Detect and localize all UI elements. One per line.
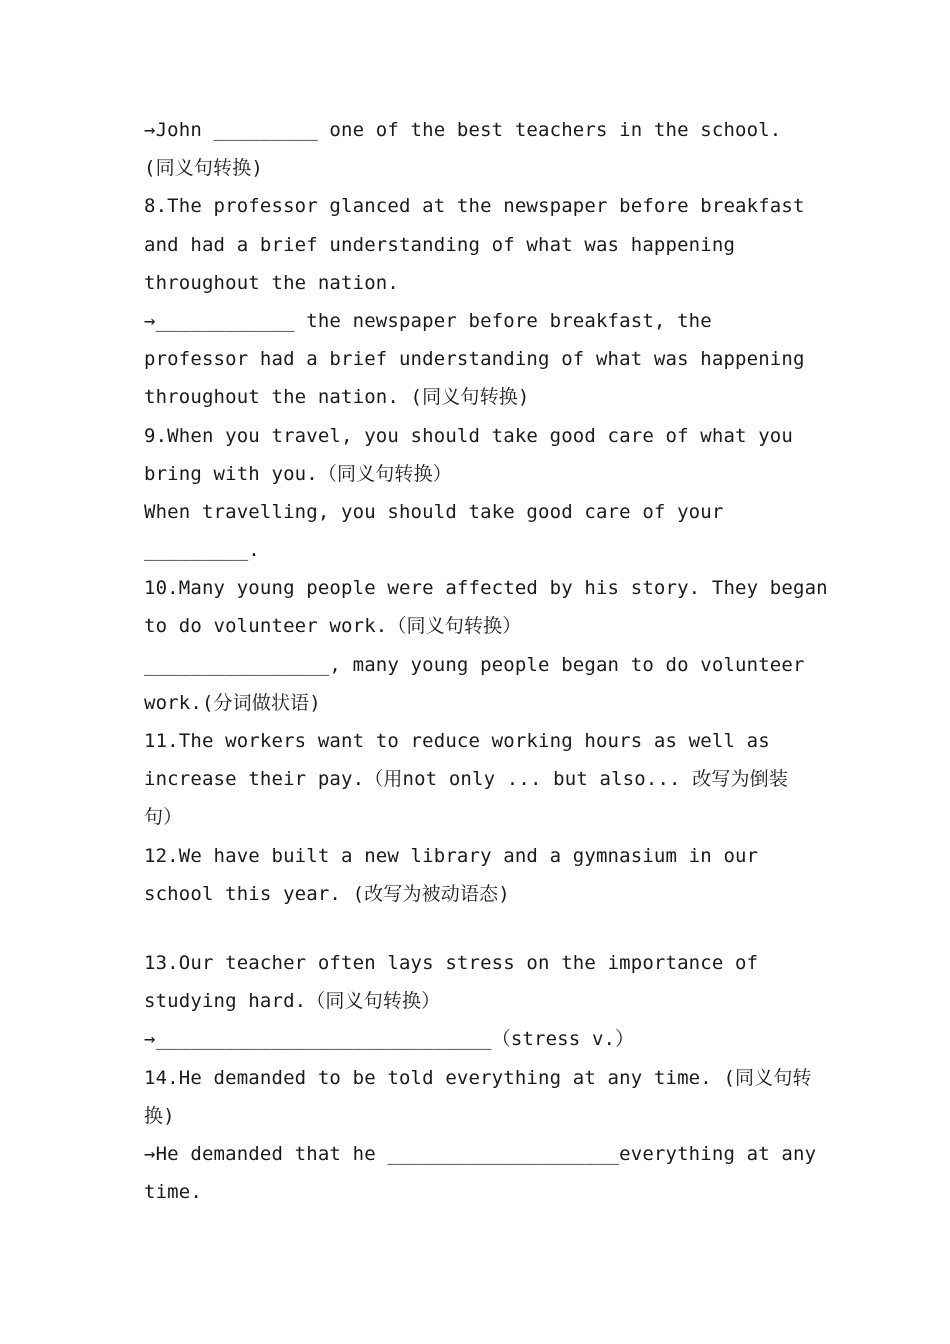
text-line: 12.We have built a new library and a gymnasium in our: [144, 844, 759, 867]
text-line: 14.He demanded to be told everything at any time. (同义句转: [144, 1066, 812, 1089]
text-line: time.: [144, 1181, 202, 1204]
text-line: →_____________________________（stress v.）: [144, 1028, 635, 1051]
text-line: When travelling, you should take good care of your: [144, 500, 724, 523]
text-line: 13.Our teacher often lays stress on the importance of: [144, 951, 759, 974]
text-line: 8.The professor glanced at the newspaper before breakfast: [144, 195, 805, 218]
text-line: throughout the nation.: [144, 271, 399, 294]
text-line: →____________ the newspaper before breakfast, the: [144, 309, 712, 332]
exercise-text: [144, 111, 828, 1211]
text-line: throughout the nation. (同义句转换): [144, 386, 530, 409]
text-line: bring with you.（同义句转换）: [144, 462, 452, 485]
text-line: →John _________ one of the best teachers in the school.: [144, 119, 782, 141]
text-line: studying hard.（同义句转换）: [144, 990, 441, 1013]
text-line: to do volunteer work.（同义句转换）: [144, 615, 522, 638]
text-line: professor had a brief understanding of what was happening: [144, 348, 805, 371]
text-line: 10.Many young people were affected by his story. They began: [144, 577, 828, 600]
text-line: (同义句转换): [144, 157, 263, 180]
text-line: and had a brief understanding of what was happening: [144, 233, 736, 256]
text-line: 句）: [144, 806, 183, 829]
blank-spacer: [144, 913, 824, 944]
text-line: 11.The workers want to reduce working hours as well as: [144, 730, 770, 752]
text-line: work.(分词做状语): [144, 691, 321, 714]
text-line: 9.When you travel, you should take good care of what you: [144, 424, 793, 447]
text-line: increase their pay.（用not only ... but also... 改写为倒装: [144, 768, 788, 791]
text-line: school this year. (改写为被动语态): [144, 882, 510, 905]
text-line: ________________, many young people began to do volunteer: [144, 653, 805, 676]
text-line: 换): [144, 1104, 175, 1127]
text-line: _________.: [144, 539, 260, 562]
text-line: →He demanded that he ____________________everything at any: [144, 1142, 817, 1165]
